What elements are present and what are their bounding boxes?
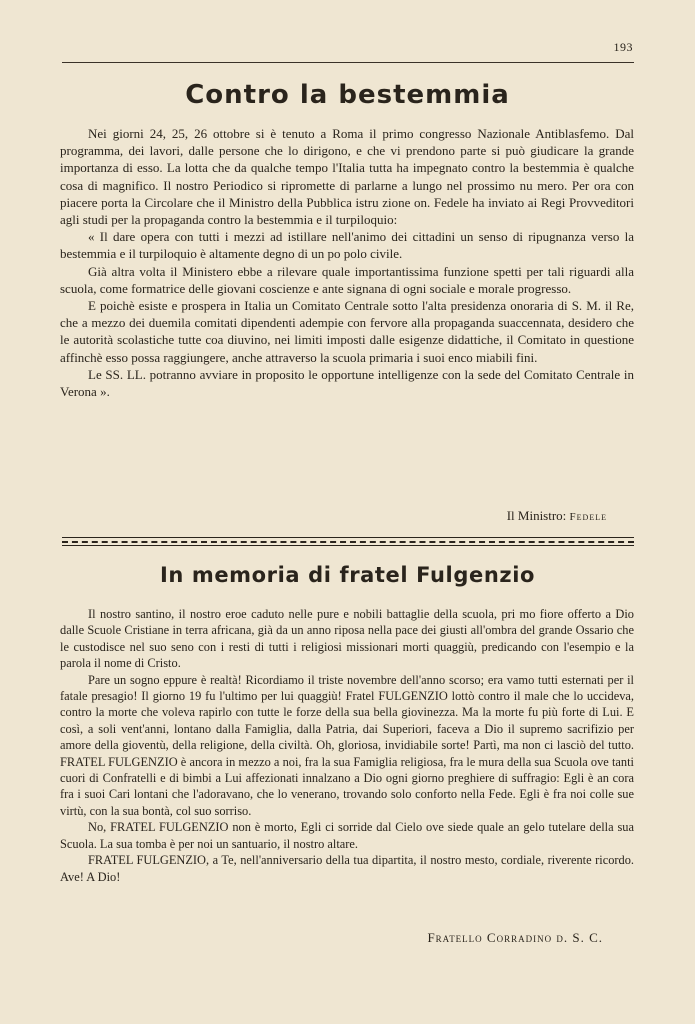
signoff-prefix: Il Ministro: <box>506 508 570 523</box>
article-title-fulgenzio: In memoria di fratel Fulgenzio <box>159 563 536 587</box>
article-signoff-minister <box>507 508 607 524</box>
paragraph: Il nostro santino, il nostro eroe caduto nelle pure e nobili battaglie della scuola, pri mo fiore offerto a Dio dalle Scuole Cristiane in terra africana, già da un anno riposa nella pace dei giusti all'ombra del grande Ossario che le custodisce nel suo seno con i resti di tutti i religiosi missionari morti quaggiù, predicando con l'esempio e la parola il nome di Cristo. <box>60 607 634 671</box>
article-body-fulgenzio <box>60 606 634 885</box>
paragraph: Nei giorni 24, 25, 26 ottobre si è tenuto a Roma il primo congresso Nazionale Antiblasfemo. Dal programma, dei lavori, dalle persone che lo dirigono, e che vi prendono parte si può giudicare la grande importanza di esso. La lotta che da qualche tempo l'Italia tutta ha impegnato contro la bestemmia è qualche cosa di magnifico. Il nostro Periodico si ripromette di parlarne a lungo nel prossimo nu mero. Per ora con piacere porta la Circolare che il Ministro della Pubblica istru zione on. Fedele ha inviato ai Regi Provveditori agli studi per la propaganda contro la bestemmia e il turpiloquio: <box>60 126 634 228</box>
paragraph: « Il dare opera con tutti i mezzi ad istillare nell'animo dei cittadini un senso di ripugnanza verso la bestemmia e il turpiloquio è altamente degno di un po polo civile. <box>60 229 634 262</box>
article-title-bestemmia: Contro la bestemmia <box>185 80 510 110</box>
paragraph: Pare un sogno eppure è realtà! Ricordiamo il triste novembre dell'anno scorso; era vamo tutti esternati per il fatale presagio! Il giorno 19 fu l'ultimo per lui quaggiù! Fratel FULGENZIO lottò contro il male che lo uccideva, contro la morte che voleva rapirlo con tutte le forze della sua bella giovinezza. Ma la morte fu più forte di Lui. E così, a soli vent'anni, lontano dalla Famiglia, dalla Patria, dai Superiori, faceva a Dio il supremo sacrifizio per amore della gioventù, della religione, della civiltà. Oh, gloriosa, invidiabile sorte! Partì, ma non ci lasciò del tutto. FRATEL FULGENZIO è ancora in mezzo a noi, fra la sua Famiglia religiosa, fra le mura della sua Scuola ove tanti cuori di Confratelli e di bimbi a Lui affezionati innalzano a Dio ogni giorno preghiere di suffragio: Egli è an cora fra i suoi Cari lontani che l'adoravano, che lo venerano, trovando solo conforto nella Fede. Egli è fra noi colle sue virtù, con la sua bontà, col suo sorriso. <box>60 672 634 818</box>
paragraph: E poichè esiste e prospera in Italia un Comitato Centrale sotto l'alta presidenza onoraria di S. M. il Re, che a mezzo dei duemila comitati dipendenti adempie con fervore alla propaganda suaccennata, desidero che le autorità scolastiche tutte coa diuvino, nei limiti imposti dalle esigenze didattiche, il Comitato in questione affinchè esso possa raggiungere, anche attraverso la scuola primaria i suoi enco miabili fini. <box>60 298 634 365</box>
header-rule <box>62 62 634 63</box>
signoff-name: Fedele <box>569 511 607 523</box>
paragraph: FRATEL FULGENZIO, a Te, nell'anniversario della tua dipartita, il nostro mesto, cordiale, riverente ricordo. Ave! A Dio! <box>60 853 634 884</box>
page-number: 193 <box>613 40 633 54</box>
section-divider <box>62 537 634 547</box>
article-body-bestemmia <box>60 125 634 400</box>
article-signoff-corradino: Fratello Corradino d. S. C. <box>427 930 603 945</box>
paragraph: Già altra volta il Ministero ebbe a rilevare quale importantissima funzione spetti per tali riguardi alla scuola, come formatrice delle giovani coscienze e ante signana di ogni sociale e morale progresso. <box>60 263 634 296</box>
paragraph: No, FRATEL FULGENZIO non è morto, Egli ci sorride dal Cielo ove siede quale an gelo tutelare della sua Scuola. La sua tomba è per noi un santuario, il nostro altare. <box>60 820 634 851</box>
paragraph: Le SS. LL. potranno avviare in proposito le opportune intelligenze con la sede del Comitato Centrale in Verona ». <box>60 366 634 400</box>
